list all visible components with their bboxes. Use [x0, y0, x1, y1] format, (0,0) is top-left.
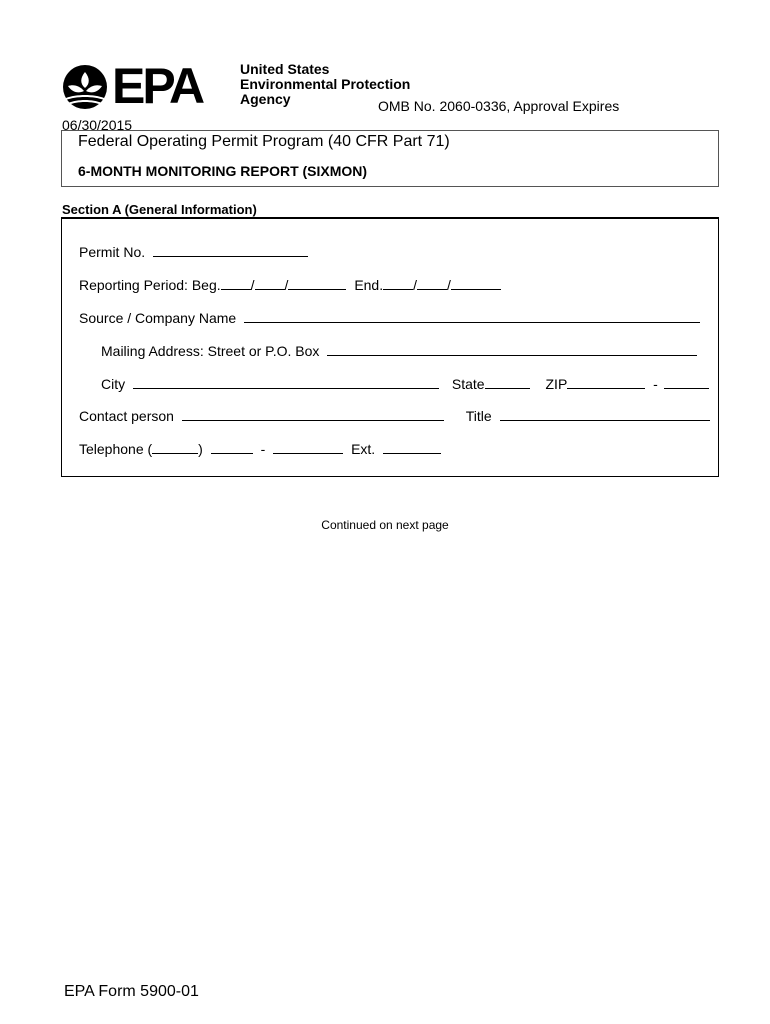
permit-no-label: Permit No.	[79, 244, 146, 260]
telephone-row	[79, 440, 441, 457]
omb-number: OMB No. 2060-0336, Approval Expires	[378, 98, 620, 114]
phone-prefix-field[interactable]	[211, 440, 253, 454]
zip-ext-field[interactable]	[664, 375, 709, 389]
title-label: Title	[465, 408, 492, 424]
agency-line-3: Agency	[240, 91, 291, 107]
continued-note: Continued on next page	[321, 518, 449, 532]
beg-day-field[interactable]	[255, 276, 285, 290]
epa-logo	[60, 58, 411, 114]
beg-year-field[interactable]	[288, 276, 346, 290]
epa-flower-icon	[60, 64, 110, 110]
slash: /	[447, 277, 451, 293]
beg-month-field[interactable]	[221, 276, 251, 290]
area-code-field[interactable]	[152, 440, 198, 454]
source-company-field[interactable]	[244, 309, 700, 323]
ext-field[interactable]	[383, 440, 441, 454]
contact-person-field[interactable]	[182, 407, 444, 421]
form-date: 06/30/2015	[62, 117, 133, 133]
mailing-address-row	[101, 342, 697, 359]
reporting-period-label: Reporting Period: Beg.	[79, 277, 221, 293]
state-label: State	[451, 376, 485, 392]
end-year-field[interactable]	[451, 276, 501, 290]
agency-line-1: United States	[240, 61, 330, 77]
ext-label: Ext.	[351, 441, 376, 457]
end-month-field[interactable]	[383, 276, 413, 290]
permit-no-row	[79, 243, 308, 260]
city-label: City	[101, 376, 126, 392]
report-title: 6-MONTH MONITORING REPORT (SIXMON)	[78, 163, 368, 179]
phone-number-field[interactable]	[273, 440, 343, 454]
zip-label: ZIP	[545, 376, 568, 392]
mailing-address-field[interactable]	[327, 342, 697, 356]
source-company-row	[79, 309, 700, 326]
city-field[interactable]	[133, 375, 439, 389]
agency-line-2: Environmental Protection	[240, 76, 411, 92]
form-number: EPA Form 5900-01	[64, 983, 199, 1000]
state-field[interactable]	[485, 375, 530, 389]
mailing-address-label: Mailing Address: Street or P.O. Box	[101, 343, 320, 359]
end-day-field[interactable]	[417, 276, 447, 290]
slash: /	[413, 277, 418, 293]
city-state-zip-row	[101, 375, 709, 392]
end-label: End.	[354, 277, 384, 293]
section-a-heading-text: Section A (General Information)	[62, 202, 257, 217]
permit-no-field[interactable]	[153, 243, 308, 257]
general-information-box	[61, 217, 719, 477]
title-box	[61, 130, 719, 187]
zip-field[interactable]	[567, 375, 645, 389]
slash: /	[284, 277, 289, 293]
telephone-close-paren: )	[198, 441, 203, 457]
source-company-label: Source / Company Name	[79, 310, 237, 326]
title-field[interactable]	[500, 407, 710, 421]
phone-dash: -	[260, 441, 266, 457]
contact-person-label: Contact person	[79, 408, 174, 424]
epa-wordmark: EPA	[112, 58, 203, 114]
slash: /	[250, 277, 255, 293]
contact-row	[79, 407, 710, 424]
program-title: Federal Operating Permit Program (40 CFR Part 71)	[78, 133, 450, 150]
section-a-heading	[62, 202, 257, 217]
reporting-period-row	[79, 276, 501, 293]
zip-dash: -	[653, 376, 658, 392]
telephone-label: Telephone (	[79, 441, 153, 457]
